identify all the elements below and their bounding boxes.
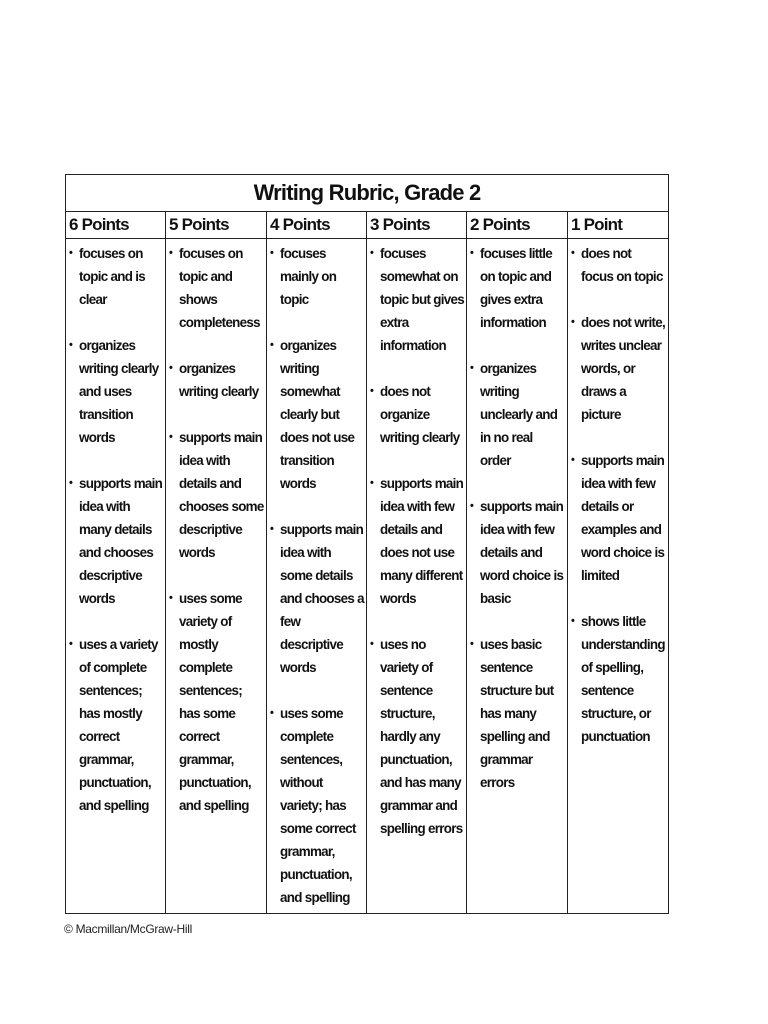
criteria-cell-5-points bbox=[166, 239, 267, 914]
criterion-item bbox=[169, 242, 264, 334]
title-row bbox=[66, 175, 669, 212]
criterion-text: uses a variety of complete sentences; has mostly correct grammar, punctuation, and spelling bbox=[79, 637, 158, 813]
criterion-item bbox=[270, 702, 364, 909]
criterion-text: shows little understanding of spelling, sentence structure, or punctuation bbox=[581, 614, 665, 744]
criterion-item bbox=[370, 242, 464, 357]
criterion-text: focuses somewhat on topic but gives extra information bbox=[380, 246, 464, 353]
header-row bbox=[66, 212, 669, 239]
criterion-item bbox=[470, 242, 565, 334]
bullet-icon: • bbox=[69, 247, 73, 259]
column-heading-3-points: 3 Points bbox=[367, 212, 467, 239]
criterion-text: supports main idea with many details and chooses descriptive words bbox=[79, 476, 163, 606]
bullet-icon: • bbox=[169, 592, 173, 604]
criterion-text: organizes writing clearly and uses transition words bbox=[79, 338, 159, 445]
bullet-icon: • bbox=[169, 247, 173, 259]
criterion-text: focuses mainly on topic bbox=[280, 246, 337, 307]
criteria-cell-4-points bbox=[267, 239, 367, 914]
criterion-item bbox=[169, 426, 264, 564]
rubric-title: Writing Rubric, Grade 2 bbox=[66, 175, 669, 212]
criterion-text: organizes writing unclearly and in no real order bbox=[480, 361, 558, 468]
bullet-icon: • bbox=[571, 316, 575, 328]
copyright-footer: © Macmillan/McGraw-Hill bbox=[64, 922, 192, 936]
column-heading-5-points: 5 Points bbox=[166, 212, 267, 239]
bullet-icon: • bbox=[470, 638, 474, 650]
bullet-icon: • bbox=[270, 523, 274, 535]
criteria-cell-1-point bbox=[568, 239, 669, 914]
column-heading-1-point: 1 Point bbox=[568, 212, 669, 239]
criterion-item bbox=[270, 242, 364, 311]
bullet-icon: • bbox=[571, 454, 575, 466]
bullet-icon: • bbox=[470, 362, 474, 374]
criterion-text: supports main idea with few details and does not use many different words bbox=[380, 476, 464, 606]
bullet-icon: • bbox=[470, 500, 474, 512]
criterion-item bbox=[169, 357, 264, 403]
criterion-text: does not focus on topic bbox=[581, 246, 663, 284]
criterion-item bbox=[470, 357, 565, 472]
bullet-icon: • bbox=[370, 638, 374, 650]
criterion-item bbox=[571, 311, 666, 426]
criterion-item bbox=[571, 610, 666, 748]
bullet-icon: • bbox=[270, 247, 274, 259]
column-heading-2-points: 2 Points bbox=[467, 212, 568, 239]
criterion-item bbox=[69, 472, 163, 610]
criterion-item bbox=[69, 633, 163, 817]
criterion-item bbox=[571, 242, 666, 288]
criterion-text: supports main idea with few details and word choice is basic bbox=[480, 499, 564, 606]
criteria-cell-3-points bbox=[367, 239, 467, 914]
criterion-text: does not organize writing clearly bbox=[380, 384, 460, 445]
bullet-icon: • bbox=[270, 707, 274, 719]
bullet-icon: • bbox=[69, 339, 73, 351]
criterion-item bbox=[470, 495, 565, 610]
bullet-icon: • bbox=[470, 247, 474, 259]
bullet-icon: • bbox=[571, 247, 575, 259]
criterion-text: uses some variety of mostly complete sentences; has some correct grammar, punctuation, and spelling bbox=[179, 591, 251, 813]
rubric-table bbox=[65, 174, 669, 914]
criterion-item bbox=[370, 472, 464, 610]
criterion-text: supports main idea with details and chooses some descriptive words bbox=[179, 430, 264, 560]
criterion-item bbox=[270, 334, 364, 495]
bullet-icon: • bbox=[69, 638, 73, 650]
criterion-item bbox=[571, 449, 666, 587]
criterion-text: focuses on topic and is clear bbox=[79, 246, 146, 307]
criterion-item bbox=[370, 633, 464, 840]
criterion-text: focuses little on topic and gives extra information bbox=[480, 246, 553, 330]
criteria-row bbox=[66, 239, 669, 914]
criterion-text: organizes writing clearly bbox=[179, 361, 259, 399]
criterion-item bbox=[69, 242, 163, 311]
criterion-text: does not write, writes unclear words, or draws a picture bbox=[581, 315, 665, 422]
bullet-icon: • bbox=[370, 247, 374, 259]
bullet-icon: • bbox=[69, 477, 73, 489]
criterion-item bbox=[270, 518, 364, 679]
column-heading-6-points: 6 Points bbox=[66, 212, 166, 239]
criterion-text: focuses on topic and shows completeness bbox=[179, 246, 260, 330]
criterion-text: uses some complete sentences, without variety; has some correct grammar, punctuation, and spelling bbox=[280, 706, 356, 905]
bullet-icon: • bbox=[270, 339, 274, 351]
bullet-icon: • bbox=[169, 431, 173, 443]
criterion-item bbox=[69, 334, 163, 449]
column-heading-4-points: 4 Points bbox=[267, 212, 367, 239]
criterion-item bbox=[370, 380, 464, 449]
criterion-text: organizes writing somewhat clearly but does not use transition words bbox=[280, 338, 355, 491]
criterion-text: uses basic sentence structure but has many spelling and grammar errors bbox=[480, 637, 554, 790]
criteria-cell-2-points bbox=[467, 239, 568, 914]
criterion-text: uses no variety of sentence structure, hardly any punctuation, and has many grammar and spelling errors bbox=[380, 637, 463, 836]
criterion-item bbox=[169, 587, 264, 817]
criterion-text: supports main idea with few details or examples and word choice is limited bbox=[581, 453, 665, 583]
criterion-item bbox=[470, 633, 565, 794]
criterion-text: supports main idea with some details and chooses a few descriptive words bbox=[280, 522, 364, 675]
bullet-icon: • bbox=[370, 477, 374, 489]
bullet-icon: • bbox=[571, 615, 575, 627]
bullet-icon: • bbox=[370, 385, 374, 397]
criteria-cell-6-points bbox=[66, 239, 166, 914]
bullet-icon: • bbox=[169, 362, 173, 374]
